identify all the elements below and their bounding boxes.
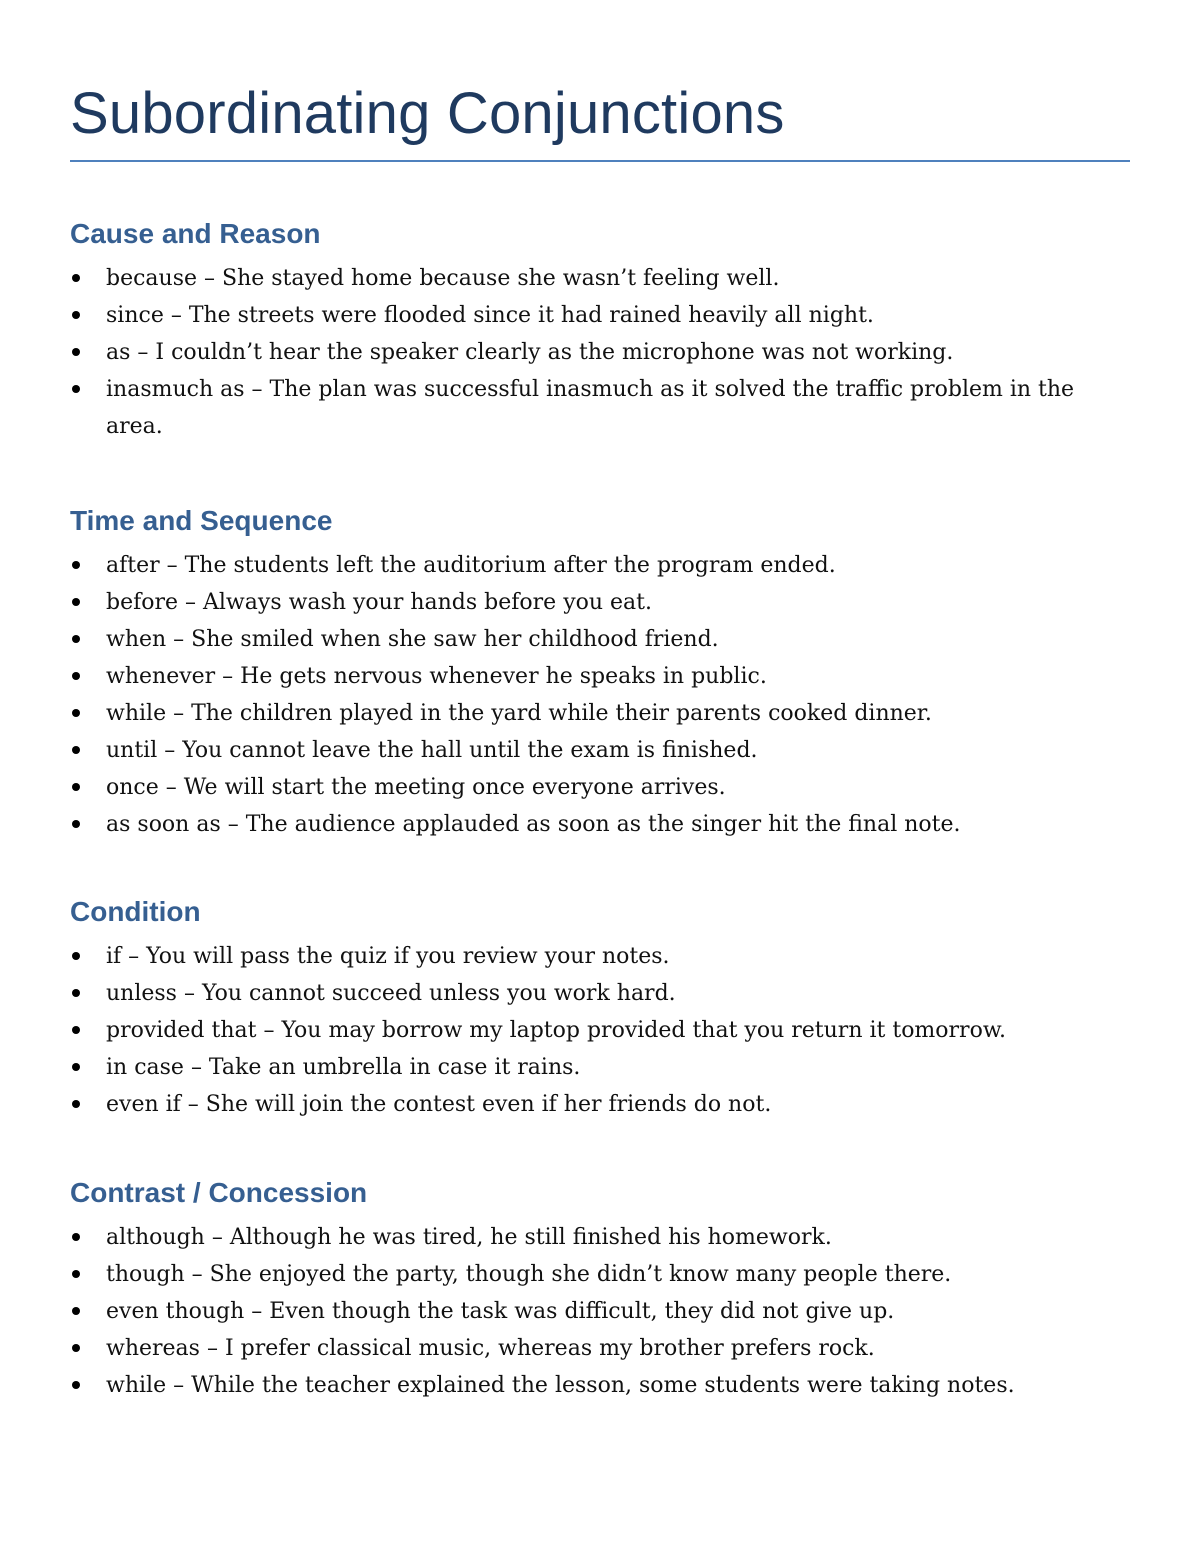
bullet-icon — [72, 1381, 80, 1389]
bullet-icon — [72, 274, 80, 282]
list-item-text: while – The children played in the yard while their parents cooked dinner. — [106, 701, 932, 726]
bullet-icon — [72, 1063, 80, 1071]
list-item — [70, 297, 1130, 334]
bullet-icon — [72, 746, 80, 754]
list-item-text: after – The students left the auditorium after the program ended. — [106, 553, 836, 578]
list-item — [70, 658, 1130, 695]
bullet-list — [70, 260, 1130, 445]
bullet-icon — [72, 989, 80, 997]
list-item-text: even though – Even though the task was difficult, they did not give up. — [106, 1299, 895, 1324]
bullet-icon — [72, 311, 80, 319]
list-item — [70, 1012, 1130, 1049]
section-heading: Cause and Reason — [70, 218, 321, 249]
list-item-text: because – She stayed home because she wasn’t feeling well. — [106, 266, 780, 291]
bullet-icon — [72, 820, 80, 828]
list-item — [70, 260, 1130, 297]
section-contrast-concession — [70, 1175, 1130, 1404]
bullet-list — [70, 1219, 1130, 1404]
bullet-list — [70, 547, 1130, 843]
list-item — [70, 938, 1130, 975]
section-heading: Condition — [70, 896, 201, 927]
list-item-text: as soon as – The audience applauded as soon as the singer hit the final note. — [106, 812, 961, 837]
page-title: Subordinating Conjunctions — [70, 81, 785, 146]
list-item-text: although – Although he was tired, he still finished his homework. — [106, 1225, 832, 1250]
bullet-icon — [72, 1233, 80, 1241]
list-item — [70, 1086, 1130, 1123]
bullet-icon — [72, 783, 80, 791]
list-item — [70, 1367, 1130, 1404]
list-item-text: whereas – I prefer classical music, whereas my brother prefers rock. — [106, 1336, 875, 1361]
bullet-icon — [72, 709, 80, 717]
list-item-text: whenever – He gets nervous whenever he speaks in public. — [106, 664, 767, 689]
bullet-icon — [72, 672, 80, 680]
list-item-text: before – Always wash your hands before you eat. — [106, 590, 652, 615]
bullet-icon — [72, 1026, 80, 1034]
list-item — [70, 371, 1130, 445]
list-item — [70, 1049, 1130, 1086]
bullet-icon — [72, 1307, 80, 1315]
document-page — [70, 78, 1130, 1404]
list-item — [70, 769, 1130, 806]
list-item-text: until – You cannot leave the hall until the exam is finished. — [106, 738, 758, 763]
list-item — [70, 1293, 1130, 1330]
bullet-icon — [72, 1100, 80, 1108]
section-cause-and-reason — [70, 216, 1130, 445]
bullet-icon — [72, 1270, 80, 1278]
list-item-text: even if – She will join the contest even if her friends do not. — [106, 1092, 772, 1117]
list-item — [70, 695, 1130, 732]
list-item-text: inasmuch as – The plan was successful inasmuch as it solved the traffic problem in the area. — [106, 377, 1075, 439]
list-item — [70, 1256, 1130, 1293]
bullet-icon — [72, 635, 80, 643]
list-item — [70, 1219, 1130, 1256]
list-item-text: while – While the teacher explained the lesson, some students were taking notes. — [106, 1373, 1015, 1398]
bullet-icon — [72, 1344, 80, 1352]
title-underline — [70, 160, 1130, 162]
list-item-text: provided that – You may borrow my laptop provided that you return it tomorrow. — [106, 1018, 1007, 1043]
list-item — [70, 334, 1130, 371]
list-item-text: once – We will start the meeting once everyone arrives. — [106, 775, 726, 800]
list-item-text: as – I couldn’t hear the speaker clearly as the microphone was not working. — [106, 340, 954, 365]
list-item-text: when – She smiled when she saw her childhood friend. — [106, 627, 719, 652]
list-item — [70, 584, 1130, 621]
list-item-text: since – The streets were flooded since it had rained heavily all night. — [106, 303, 874, 328]
bullet-list — [70, 938, 1130, 1123]
list-item — [70, 975, 1130, 1012]
section-heading: Time and Sequence — [70, 505, 333, 536]
section-condition — [70, 894, 1130, 1123]
list-item-text: though – She enjoyed the party, though she didn’t know many people there. — [106, 1262, 952, 1287]
list-item — [70, 806, 1130, 843]
bullet-icon — [72, 348, 80, 356]
list-item — [70, 547, 1130, 584]
list-item — [70, 732, 1130, 769]
list-item-text: if – You will pass the quiz if you review your notes. — [106, 944, 670, 969]
list-item-text: in case – Take an umbrella in case it rains. — [106, 1055, 581, 1080]
list-item — [70, 621, 1130, 658]
list-item — [70, 1330, 1130, 1367]
section-heading: Contrast / Concession — [70, 1177, 368, 1208]
bullet-icon — [72, 561, 80, 569]
bullet-icon — [72, 598, 80, 606]
bullet-icon — [72, 952, 80, 960]
bullet-icon — [72, 385, 80, 393]
section-time-and-sequence — [70, 503, 1130, 843]
list-item-text: unless – You cannot succeed unless you work hard. — [106, 981, 676, 1006]
